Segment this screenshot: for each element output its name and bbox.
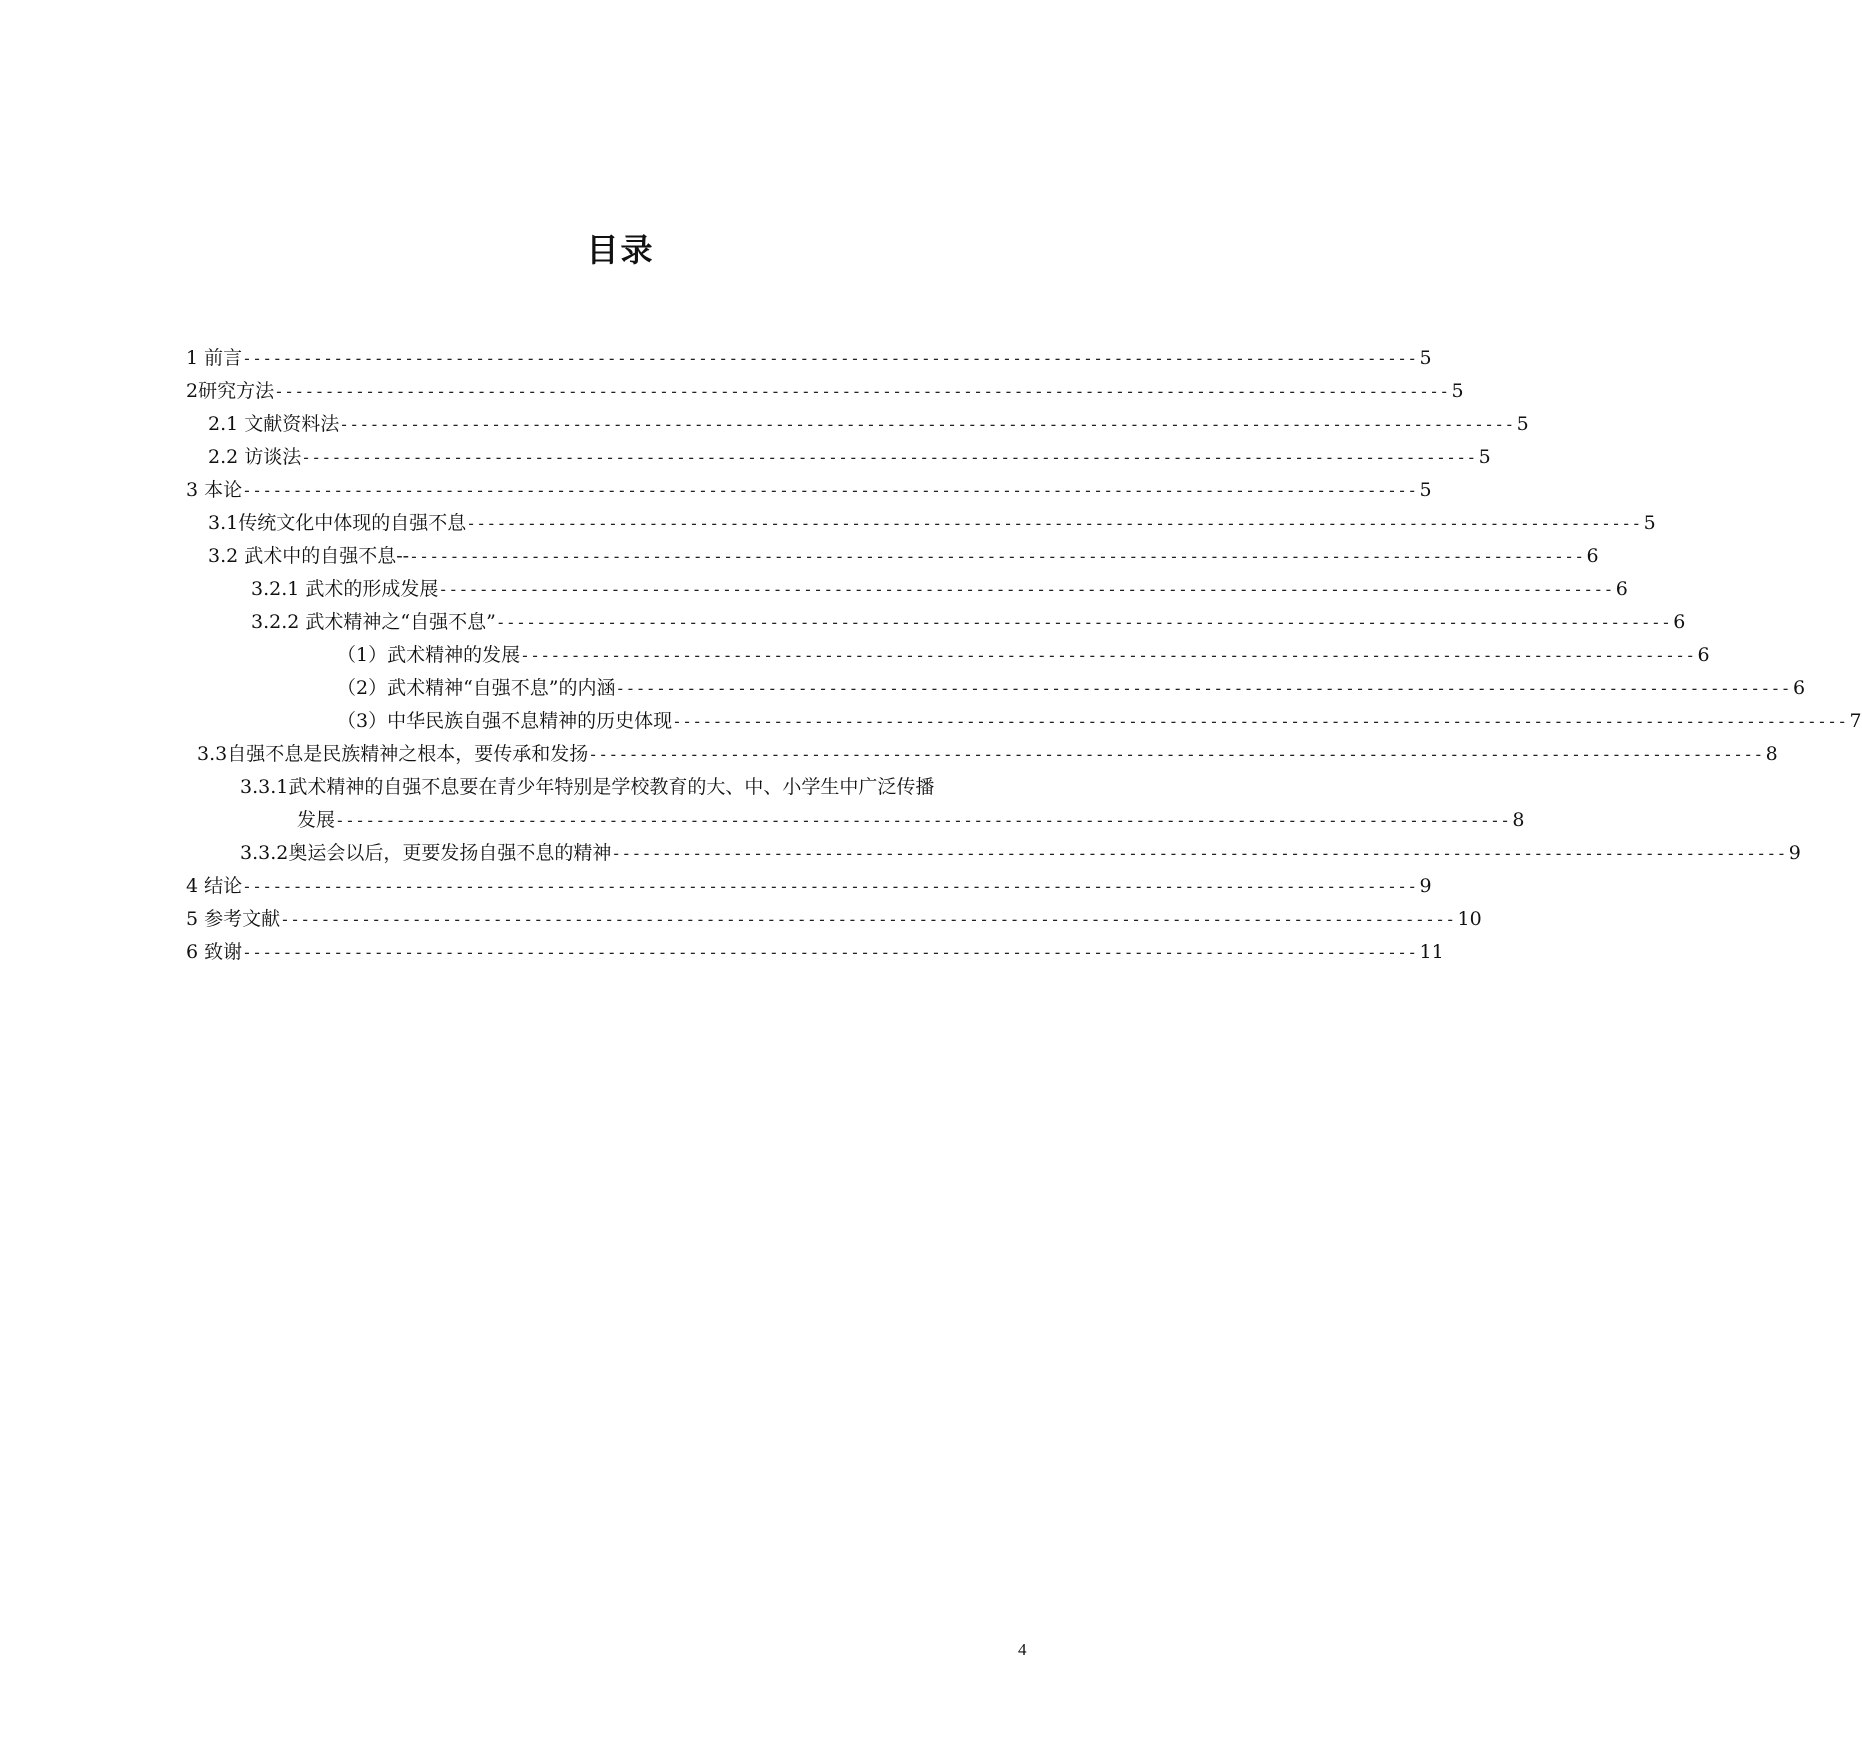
toc-entry[interactable] [208, 410, 1529, 438]
toc-entry-page: 6 [1615, 578, 1628, 600]
toc-entry[interactable] [197, 740, 1778, 768]
toc-entry-page: 8 [1512, 809, 1525, 831]
dot-leader: -------------------------------------------------------------------------------------------------------------------- [520, 646, 1696, 665]
dot-leader: -------------------------------------------------------------------------------------------------------------------- [409, 547, 1585, 566]
dot-leader: -------------------------------------------------------------------------------------------------------------------- [495, 613, 1672, 632]
toc-entry[interactable] [186, 377, 1464, 405]
toc-entry-page: 5 [1478, 446, 1491, 468]
toc-entry[interactable] [208, 443, 1491, 471]
toc-entry[interactable] [337, 641, 1710, 669]
toc-entry-page: 10 [1457, 908, 1482, 930]
dot-leader: -------------------------------------------------------------------------------------------------------------------- [335, 811, 1511, 830]
toc-entry-label: 3.2 武术中的自强不息-- [208, 545, 410, 567]
dot-leader: -------------------------------------------------------------------------------------------------------------------- [672, 712, 1848, 731]
toc-entry-label: 发展 [297, 809, 336, 831]
toc-entry-page: 5 [1451, 380, 1464, 402]
dot-leader: -------------------------------------------------------------------------------------------------------------------- [242, 877, 1418, 896]
toc-entry-label: 2.1 文献资料法 [208, 413, 340, 435]
page-title: 目录 [586, 231, 655, 269]
toc-entry-label: （1）武术精神的发展 [337, 644, 521, 666]
dot-leader: -------------------------------------------------------------------------------------------------------------------- [242, 481, 1418, 500]
toc-entry[interactable] [337, 674, 1806, 702]
toc-entry[interactable] [240, 839, 1801, 867]
toc-entry[interactable] [186, 476, 1432, 504]
toc-entry-page: 11 [1419, 941, 1444, 963]
toc-entry[interactable] [186, 344, 1432, 372]
toc-entry-label: 1 前言 [186, 347, 243, 369]
toc-entry[interactable] [337, 707, 1862, 735]
toc-entry[interactable] [208, 509, 1656, 537]
page-number: 4 [1018, 1640, 1027, 1659]
dot-leader: -------------------------------------------------------------------------------------------------------------------- [339, 415, 1515, 434]
toc-entry-label: 2研究方法 [186, 380, 275, 402]
toc-entry-wrapped-label[interactable]: 3.3.1武术精神的自强不息要在青少年特别是学校教育的大、中、小学生中广泛传播 [240, 776, 935, 798]
toc-entry-label: 3.2.1 武术的形成发展 [251, 578, 439, 600]
toc-entry-page: 6 [1697, 644, 1710, 666]
toc-entry-page: 9 [1419, 875, 1432, 897]
toc-entry-page: 5 [1643, 512, 1656, 534]
toc-entry-page: 9 [1788, 842, 1801, 864]
toc-entry-page: 6 [1792, 677, 1806, 699]
dot-leader: -------------------------------------------------------------------------------------------------------------------- [242, 943, 1418, 962]
toc-entry-label: （2）武术精神“自强不息”的内涵 [337, 677, 616, 699]
toc-entry-label: 3.1传统文化中体现的自强不息 [208, 512, 467, 534]
toc-entry-page: 7 [1849, 710, 1862, 732]
toc-entry[interactable] [208, 542, 1599, 570]
toc-entry[interactable] [186, 938, 1444, 966]
dot-leader: -------------------------------------------------------------------------------------------------------------------- [615, 679, 1791, 698]
toc-entry-label: 5 参考文献 [186, 908, 281, 930]
dot-leader: -------------------------------------------------------------------------------------------------------------------- [466, 514, 1642, 533]
toc-entry-page: 5 [1419, 347, 1432, 369]
toc-entry-label: 6 致谢 [186, 941, 243, 963]
toc-entry[interactable] [186, 872, 1432, 900]
toc-entry-label: 3.3.2奥运会以后，更要发扬自强不息的精神 [240, 842, 612, 864]
toc-entry[interactable] [251, 608, 1686, 636]
toc-entry-page: 5 [1419, 479, 1432, 501]
toc-entry-page: 6 [1586, 545, 1599, 567]
dot-leader: -------------------------------------------------------------------------------------------------------------------- [274, 382, 1450, 401]
toc-entry-page: 6 [1673, 611, 1686, 633]
dot-leader: -------------------------------------------------------------------------------------------------------------------- [280, 910, 1456, 929]
toc-entry-label: （3）中华民族自强不息精神的历史体现 [337, 710, 673, 732]
dot-leader: -------------------------------------------------------------------------------------------------------------------- [301, 448, 1477, 467]
dot-leader: -------------------------------------------------------------------------------------------------------------------- [588, 745, 1764, 764]
toc-entry-label: 3.3自强不息是民族精神之根本，要传承和发扬 [197, 743, 589, 765]
dot-leader: -------------------------------------------------------------------------------------------------------------------- [438, 580, 1614, 599]
dot-leader: -------------------------------------------------------------------------------------------------------------------- [611, 844, 1787, 863]
toc-entry[interactable] [251, 575, 1628, 603]
toc-entry-label: 3 本论 [186, 479, 243, 501]
toc-entry-page: 5 [1516, 413, 1529, 435]
toc-entry-label: 2.2 访谈法 [208, 446, 302, 468]
toc-entry-page: 8 [1765, 743, 1778, 765]
toc-entry[interactable] [186, 905, 1482, 933]
toc-entry-label: 4 结论 [186, 875, 243, 897]
dot-leader: -------------------------------------------------------------------------------------------------------------------- [242, 349, 1418, 368]
toc-entry-label: 3.2.2 武术精神之“自强不息” [251, 611, 496, 633]
toc-entry[interactable] [297, 806, 1525, 834]
